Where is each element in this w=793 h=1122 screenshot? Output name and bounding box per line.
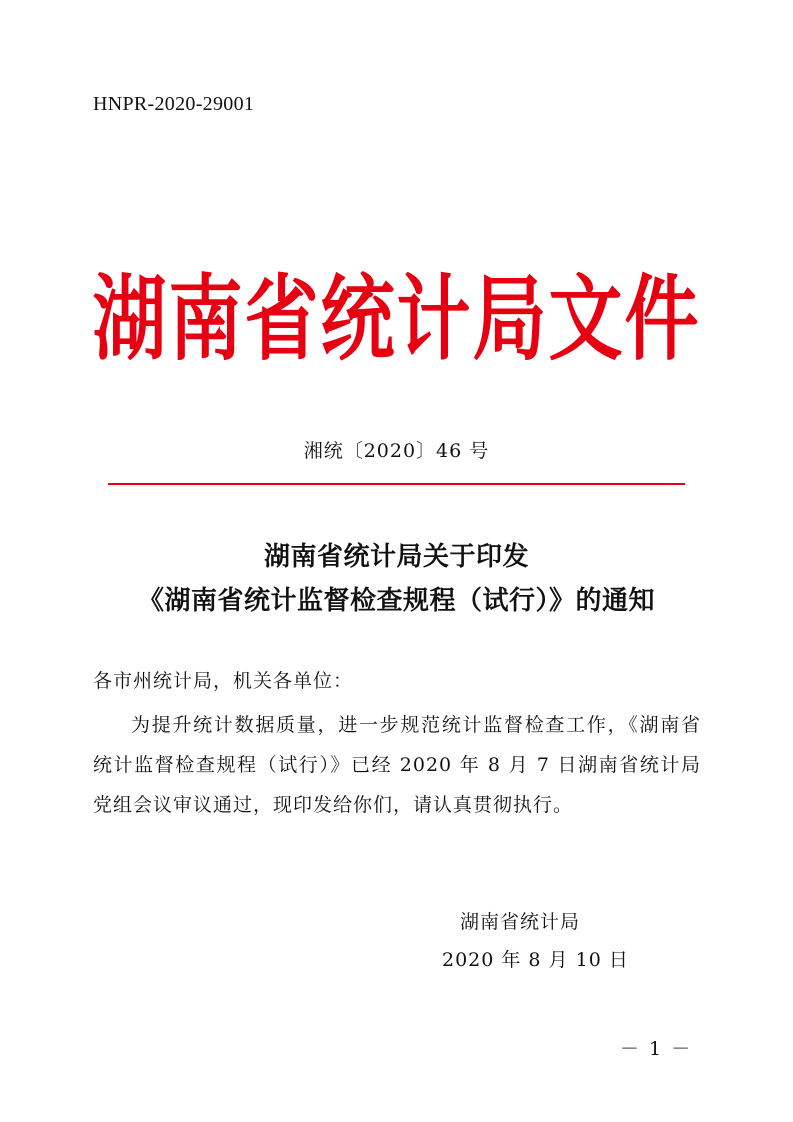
masthead-title: 湖南省统计局文件 bbox=[92, 266, 701, 374]
body-paragraph: 为提升统计数据质量，进一步规范统计监督检查工作，《湖南省统计监督检查规程（试行）》已经 2020 年 8 月 7 日湖南省统计局党组会议审议通过，现印发给你们，请认真贯彻执行。 bbox=[93, 714, 701, 816]
document-code: HNPR-2020-29001 bbox=[93, 93, 255, 115]
salutation: 各市州统计局，机关各单位： bbox=[93, 670, 354, 692]
notice-title-line-2: 《湖南省统计监督检查规程（试行）》的通知 bbox=[137, 586, 655, 616]
issuer-signature: 湖南省统计局 bbox=[460, 911, 581, 933]
notice-title bbox=[0, 535, 793, 623]
issue-date: 2020 年 8 月 10 日 bbox=[442, 949, 629, 971]
notice-title-line-1: 湖南省统计局关于印发 bbox=[263, 542, 529, 572]
document-number: 湘统〔2020〕46 号 bbox=[303, 440, 490, 462]
red-divider-line bbox=[108, 483, 685, 485]
page-number: － 1 － bbox=[620, 1038, 693, 1060]
